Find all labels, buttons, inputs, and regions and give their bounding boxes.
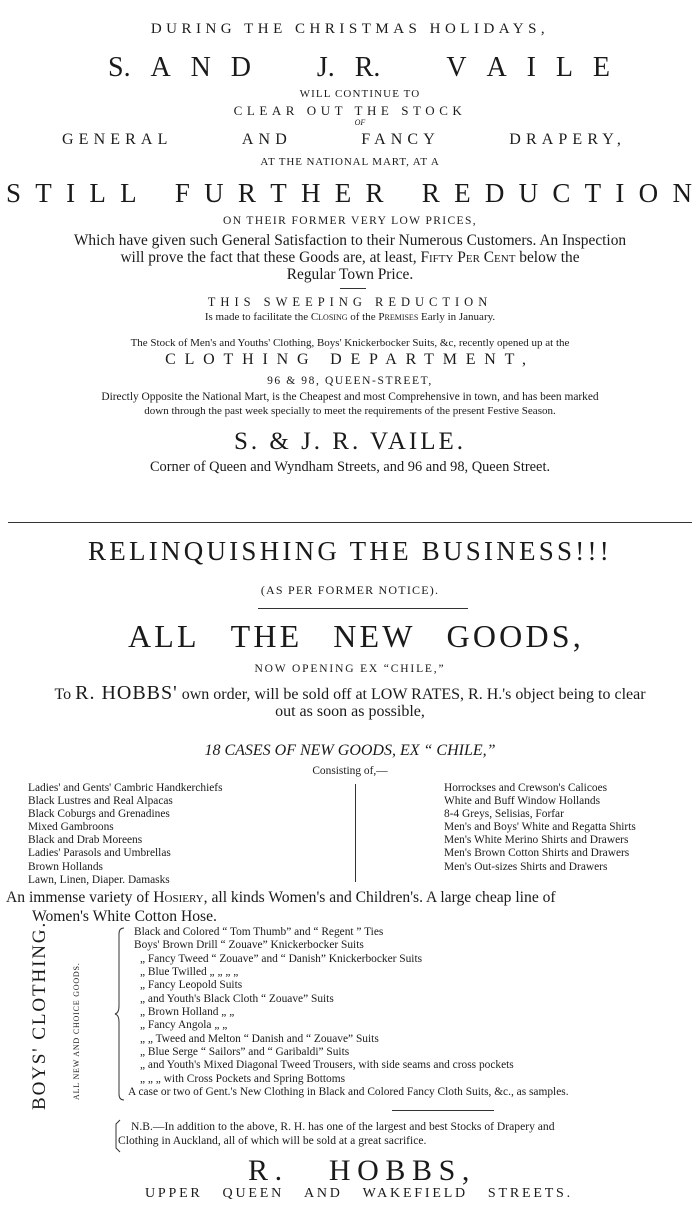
hobbs-order-text: To R. HOBBS' own order, will be sold off at LOW RATES, R. H.'s object being to clear xyxy=(54,682,646,704)
list-item: Black Lustres and Real Alpacas xyxy=(28,795,173,808)
firm-letter: V xyxy=(446,52,467,83)
list-item: „ „ Tweed and Melton “ Danish and “ Zouave” Suits xyxy=(140,1032,379,1045)
firm-letter: L xyxy=(555,52,573,83)
list-item: „ Blue Serge “ Sailors” and “ Garibaldi” Suits xyxy=(140,1046,350,1059)
address-word: WAKEFIELD xyxy=(362,1186,468,1201)
satisfaction-text: Which have given such General Satisfaction to their Numerous Customers. An Inspection xyxy=(73,232,627,249)
inspection-text: will prove the fact that these Goods are, at least, Fifty Per Cent below the xyxy=(120,249,580,266)
short-divider xyxy=(340,288,366,289)
reduction-letter: U xyxy=(204,178,224,208)
drapery-word: DRAPERY, xyxy=(509,131,626,148)
reduction-letter: H xyxy=(300,178,321,208)
hosiery-text: An immense variety of Hosiery, all kinds Women's and Children's. A large cheap line of xyxy=(6,889,556,906)
reduction-letter: R xyxy=(237,178,256,208)
reduction-letter: T xyxy=(35,178,52,208)
firm-letter: E xyxy=(592,52,610,83)
cotton-hose-text: Women's White Cotton Hose. xyxy=(32,908,217,925)
signature-word: R. xyxy=(248,1154,289,1187)
list-item: Men's and Boys' White and Regatta Shirts xyxy=(444,821,636,834)
address-word: STREETS. xyxy=(487,1186,573,1201)
consisting-text: Consisting of,— xyxy=(312,765,388,777)
vaile-signature: S. & J. R. VAILE. xyxy=(233,428,467,455)
list-item: „ „ „ with Cross Pockets and Spring Bottoms xyxy=(140,1072,346,1085)
reduction-letter: T xyxy=(270,178,287,208)
list-item: „ Brown Holland „ „ xyxy=(140,1006,235,1019)
list-item: „ Fancy Tweed “ Zouave” and “ Danish” Knickerbocker Suits xyxy=(140,952,423,965)
list-item: White and Buff Window Hollands xyxy=(444,795,601,808)
vaile-address: Corner of Queen and Wyndham Streets, and 96 and 98, Queen Street. xyxy=(149,459,551,475)
list-item: Men's Out-sizes Shirts and Drawers xyxy=(444,860,608,873)
list-item: Ladies' and Gents' Cambric Handkerchiefs xyxy=(28,782,223,794)
clothing-stock-text: The Stock of Men's and Youths' Clothing, Boys' Knickerbocker Suits, &c, recently opened up at the xyxy=(130,337,570,349)
hobbs-signature xyxy=(248,1156,476,1186)
column-divider xyxy=(8,522,692,523)
firm-letter: A xyxy=(150,52,171,83)
reduction-letter: F xyxy=(174,178,190,208)
reduction-letter: R xyxy=(421,178,440,208)
nb-text-line1: N.B.—In addition to the above, R. H. has one of the largest and best Stocks of Drapery and xyxy=(131,1120,555,1133)
former-prices-text: ON THEIR FORMER VERY LOW PRICES, xyxy=(223,215,477,227)
fifty-per-cent: Fifty Per Cent xyxy=(420,249,516,266)
hobbs-address xyxy=(145,1187,573,1201)
short-divider xyxy=(258,608,468,609)
reduction-letter: N xyxy=(672,178,692,208)
reduction-letter: L xyxy=(89,178,106,208)
hobbs-name-inline: R. HOBBS' xyxy=(75,682,178,704)
list-item: Horrockses and Crewson's Calicoes xyxy=(444,782,608,794)
list-item: Black and Drab Moreens xyxy=(28,834,143,847)
drapery-word: GENERAL xyxy=(62,131,173,148)
reduction-letter: T xyxy=(584,178,602,208)
list-item: Boys' Brown Drill “ Zouave” Knickerbocker Suits xyxy=(134,939,364,952)
sweeping-reduction-text: THIS SWEEPING REDUCTION xyxy=(207,295,493,309)
all-the-new-goods xyxy=(128,620,584,652)
list-item: „ and Youth's Black Cloth “ Zouave” Suits xyxy=(140,992,334,1005)
reduction-letter: L xyxy=(120,178,137,208)
firm-letter: J. xyxy=(316,52,335,83)
goods-word: NEW xyxy=(333,618,416,654)
address-word: AND xyxy=(303,1186,343,1201)
drapery-word: AND xyxy=(241,131,292,148)
of-text: OF xyxy=(354,118,366,127)
goods-word: THE xyxy=(230,618,303,654)
list-item: Black Coburgs and Grenadines xyxy=(28,808,170,821)
address-word: UPPER xyxy=(145,1186,203,1201)
list-item: Ladies' Parasols and Umbrellas xyxy=(28,847,171,860)
firm-letter: S. xyxy=(108,52,131,83)
choice-goods-label: ALL NEW AND CHOICE GOODS. xyxy=(72,962,81,1100)
list-item: A case or two of Gent.'s New Clothing in Black and Colored Fancy Cloth Suits, &c., as samples. xyxy=(128,1086,569,1099)
signature-word: HOBBS, xyxy=(328,1154,476,1187)
list-divider xyxy=(355,784,356,882)
now-opening-text: NOW OPENING EX “CHILE,” xyxy=(254,663,446,675)
will-continue-text: WILL CONTINUE TO xyxy=(299,88,421,100)
relinquishing-headline: RELINQUISHING THE BUSINESS!!! xyxy=(88,536,612,566)
festive-season-text: down through the past week specially to meet the requirements of the present Festive Season. xyxy=(144,405,556,417)
nb-text-line2: Clothing in Auckland, all of which will be sold at a great sacrifice. xyxy=(118,1134,427,1147)
goods-list-left xyxy=(28,782,223,887)
goods-word: ALL xyxy=(128,618,200,654)
clothing-list xyxy=(128,926,569,1099)
still-further-reduction xyxy=(6,180,692,207)
firm-letter: R. xyxy=(354,52,381,83)
queen-street-address: 96 & 98, QUEEN-STREET, xyxy=(267,375,433,387)
list-item: Men's White Merino Shirts and Drawers xyxy=(444,834,629,847)
clothing-department: CLOTHING DEPARTMENT, xyxy=(165,351,535,368)
reduction-letter: I xyxy=(615,178,625,208)
firm-name-spaced xyxy=(108,54,610,82)
list-item: „ and Youth's Mixed Diagonal Tweed Trousers, with side seams and cross pockets xyxy=(140,1059,514,1072)
goods-list-right xyxy=(444,782,636,874)
general-fancy-drapery xyxy=(62,132,626,148)
list-item: „ Fancy Angola „ „ xyxy=(140,1019,228,1032)
firm-letter: N xyxy=(190,52,211,83)
list-item: Black and Colored “ Tom Thumb” and “ Regent ” Ties xyxy=(134,926,384,938)
reduction-letter: I xyxy=(66,178,76,208)
reduction-letter: C xyxy=(552,178,571,208)
clear-out-text: CLEAR OUT THE STOCK xyxy=(233,103,467,118)
list-item: „ Fancy Leopold Suits xyxy=(140,979,243,992)
list-item: Lawn, Linen, Diaper. Damasks xyxy=(28,873,170,886)
list-item: Brown Hollands xyxy=(28,860,103,873)
short-divider xyxy=(392,1110,494,1111)
boys-clothing-label: BOYS' CLOTHING. xyxy=(29,920,50,1110)
reduction-letter: E xyxy=(454,178,471,208)
reduction-letter: D xyxy=(484,178,505,208)
list-item: Men's Brown Cotton Shirts and Drawers xyxy=(444,847,630,860)
list-item: „ Blue Twilled „ „ „ „ xyxy=(140,966,239,979)
reduction-letter: S xyxy=(6,178,22,208)
firm-letter: D xyxy=(230,52,251,83)
list-item: 8-4 Greys, Selisias, Forfar xyxy=(444,808,564,821)
reduction-letter: U xyxy=(518,178,539,208)
town-price-text: Regular Town Price. xyxy=(286,266,414,283)
list-item: Mixed Gambroons xyxy=(28,821,114,834)
cases-heading: 18 CASES OF NEW GOODS, EX “ CHILE,” xyxy=(204,742,496,759)
reduction-letter: E xyxy=(334,178,352,208)
reduction-letter: R xyxy=(365,178,384,208)
clear-possible-text: out as soon as possible, xyxy=(275,703,425,720)
firm-letter: I xyxy=(526,52,536,83)
drapery-word: FANCY xyxy=(361,131,440,148)
reduction-letter: O xyxy=(638,178,659,208)
closing-premises-text: Is made to facilitate the Closing of the Premises Early in January. xyxy=(204,311,496,323)
holidays-heading: DURING THE CHRISTMAS HOLIDAYS, xyxy=(150,21,550,37)
firm-letter: A xyxy=(486,52,507,83)
goods-word: GOODS, xyxy=(446,618,584,654)
clothing-brace xyxy=(114,926,126,1102)
opposite-mart-text: Directly Opposite the National Mart, is the Cheapest and most Comprehensive in town, and has been marked xyxy=(101,391,599,403)
national-mart-text: AT THE NATIONAL MART, AT A xyxy=(260,156,440,168)
former-notice-text: (AS PER FORMER NOTICE). xyxy=(260,583,440,597)
address-word: QUEEN xyxy=(222,1186,284,1201)
